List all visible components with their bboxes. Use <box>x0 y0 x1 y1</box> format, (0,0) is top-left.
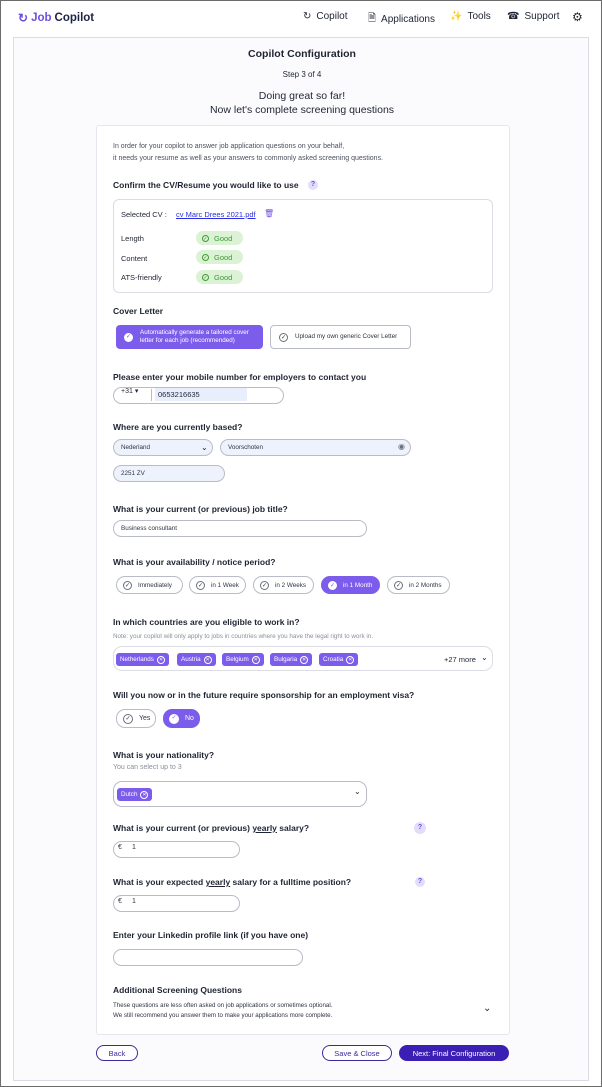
current-salary-help-icon[interactable]: ? <box>414 822 426 834</box>
settings-gear-icon[interactable]: ⚙ <box>572 10 583 24</box>
document-icon: 🗎 <box>368 13 377 24</box>
job-title-value: Business consultant <box>121 525 178 532</box>
step-indicator: Step 3 of 4 <box>282 70 322 79</box>
availability-question: What is your availability / notice period? <box>113 557 276 567</box>
availability-1-month-label: in 1 Month <box>343 581 373 589</box>
nationality-tag <box>117 788 152 801</box>
check-circle-icon: ✓ <box>203 274 208 281</box>
check-circle-icon: ✓ <box>203 235 208 242</box>
message-line-1: Doing great so far! <box>258 90 346 102</box>
logo-text-prefix: Job <box>31 12 52 24</box>
country-tag-label: Croatia <box>323 656 344 663</box>
intro-line-2: it needs your resume as well as your answers to commonly asked screening questions. <box>113 155 384 162</box>
postcode-value: 2251 ZV <box>121 470 145 477</box>
country-select[interactable] <box>113 439 213 456</box>
sponsorship-yes[interactable] <box>116 709 156 728</box>
expected-salary-q-pre: What is your expected <box>113 877 206 887</box>
expand-chevron-icon[interactable]: ⌄ <box>483 1003 492 1014</box>
current-salary-q-post: salary? <box>276 823 310 833</box>
city-input[interactable] <box>220 439 411 456</box>
cv-content-label: Content <box>121 254 148 263</box>
cv-content-status: Good <box>214 252 233 262</box>
country-tag-label: Belgium <box>226 656 249 663</box>
additional-questions-heading: Additional Screening Questions <box>113 985 242 995</box>
encouragement-message <box>1 89 602 117</box>
countries-question: In which countries are you eligible to work in? <box>113 617 300 627</box>
expected-salary-q-em: yearly <box>205 877 231 887</box>
nav-copilot[interactable] <box>303 11 348 22</box>
message-line-2: Now let's complete screening questions <box>209 104 395 116</box>
chevron-down-icon[interactable]: ⌄ <box>354 787 361 796</box>
nav-applications-label: Applications <box>381 14 435 25</box>
availability-2-months-label: in 2 Months <box>409 581 442 589</box>
postcode-input[interactable] <box>113 465 225 482</box>
check-circle-icon: ✓ <box>203 254 208 261</box>
current-salary-value: 1 <box>132 844 136 851</box>
nav-support[interactable] <box>507 11 560 22</box>
check-circle-icon: ✓ <box>329 582 336 589</box>
magic-wand-icon: ✨ <box>450 11 463 22</box>
remove-tag-icon[interactable]: ✕ <box>142 791 147 798</box>
cv-length-status: Good <box>214 233 233 243</box>
country-value: Nederland <box>121 444 151 451</box>
job-title-question: What is your current (or previous) job title? <box>113 504 288 514</box>
linkedin-question: Enter your Linkedin profile link (if you have one) <box>113 930 309 940</box>
country-tag <box>177 653 216 666</box>
availability-immediately[interactable] <box>116 576 183 594</box>
nav-support-label: Support <box>524 11 560 22</box>
cover-letter-auto-line-1: Automatically generate a tailored cover <box>140 329 249 336</box>
cover-letter-upload-text: Upload my own generic Cover Letter <box>295 333 398 340</box>
country-tag <box>116 653 169 666</box>
availability-2-weeks-label: in 2 Weeks <box>275 581 307 589</box>
availability-1-week[interactable] <box>189 576 246 594</box>
additional-line-2: We still recommend you answer them to make your applications more complete. <box>113 1012 333 1019</box>
availability-1-month[interactable] <box>321 576 380 594</box>
intro-text <box>113 141 503 165</box>
save-close-button[interactable]: Save & Close <box>322 1045 392 1061</box>
check-circle-icon: ✓ <box>395 582 402 589</box>
cv-content-status-badge <box>196 250 243 264</box>
expected-salary-q-post: salary for a fulltime position? <box>230 877 352 887</box>
check-circle-icon: ✓ <box>123 714 133 724</box>
cv-help-icon[interactable]: ? <box>308 180 318 190</box>
nav-applications[interactable] <box>368 11 435 28</box>
remove-tag-icon[interactable]: ✕ <box>302 656 307 663</box>
check-circle-icon: ✓ <box>280 334 287 341</box>
expected-salary-help-icon[interactable]: ? <box>415 877 425 887</box>
additional-questions-description <box>113 1001 443 1021</box>
sponsorship-yes-label: Yes <box>139 715 151 722</box>
job-title-input[interactable] <box>113 520 367 537</box>
linkedin-input[interactable] <box>113 949 303 966</box>
page-title: Copilot Configuration <box>248 48 356 60</box>
nav-tools[interactable] <box>450 11 491 22</box>
delete-cv-trash-icon[interactable]: 🗑 <box>264 209 275 218</box>
cv-ats-status-badge <box>196 270 243 284</box>
logo-text-suffix: Copilot <box>54 12 95 24</box>
check-circle-icon: ✓ <box>124 582 131 589</box>
country-tag-label: Netherlands <box>120 656 154 663</box>
next-final-configuration-button[interactable]: Next: Final Configuration <box>399 1045 509 1061</box>
check-circle-icon: ✓ <box>169 714 179 724</box>
availability-2-months[interactable] <box>387 576 450 594</box>
cv-length-label: Length <box>121 234 144 243</box>
cv-question: Confirm the CV/Resume you would like to use <box>113 180 299 190</box>
chevron-down-icon[interactable]: ⌄ <box>481 653 488 662</box>
expected-salary-value: 1 <box>132 898 136 905</box>
country-tag-label: Austria <box>181 656 201 663</box>
current-salary-q-pre: What is your current (or previous) <box>113 823 253 833</box>
cover-letter-upload-option[interactable] <box>270 325 411 349</box>
chevron-down-icon: ▾ <box>134 388 139 395</box>
more-countries-count[interactable]: +27 more <box>444 655 476 664</box>
remove-tag-icon[interactable]: ✕ <box>348 656 353 663</box>
cv-ats-status: Good <box>214 272 233 282</box>
check-circle-icon: ✓ <box>125 333 132 340</box>
countries-note: Note: your copilot will only apply to jobs in countries where you have the legal right to work in. <box>113 633 374 640</box>
sponsorship-no-label: No <box>185 715 194 722</box>
check-circle-icon: ✓ <box>261 582 268 589</box>
cover-letter-question: Cover Letter <box>113 306 164 316</box>
country-code-select[interactable] <box>121 387 138 395</box>
current-salary-q-em: yearly <box>252 823 277 833</box>
phone-number-input[interactable]: 0653216635 <box>155 388 247 401</box>
availability-2-weeks[interactable] <box>253 576 314 594</box>
phone-divider <box>151 389 152 401</box>
cover-letter-auto-line-2: letter for each job (recommended) <box>140 337 235 344</box>
nationality-sub: You can select up to 3 <box>113 764 182 771</box>
availability-immediately-label: Immediately <box>138 581 172 589</box>
current-salary-currency: € <box>118 844 122 851</box>
cv-length-status-badge <box>196 231 243 245</box>
nav-tools-label: Tools <box>467 11 491 22</box>
selected-cv-label: Selected CV : <box>121 210 167 219</box>
top-nav-bar <box>1 1 601 37</box>
location-pin-icon: ◉ <box>398 442 405 451</box>
back-button[interactable]: Back <box>96 1045 138 1061</box>
copilot-icon: ↻ <box>303 11 312 22</box>
cover-letter-auto-option[interactable] <box>116 325 263 349</box>
chevron-down-icon: ⌄ <box>201 443 208 452</box>
headset-icon: ☎ <box>507 11 520 22</box>
country-tag-label: Bulgaria <box>274 656 298 663</box>
cv-file-link[interactable]: cv Marc Drees 2021.pdf <box>176 210 256 219</box>
cover-letter-auto-text <box>140 329 249 345</box>
intro-line-1: In order for your copilot to answer job application questions on your behalf, <box>113 143 345 150</box>
country-code-value: +31 <box>121 388 133 395</box>
city-value: Voorschoten <box>228 444 264 451</box>
country-tag <box>270 653 312 666</box>
nationality-tag-label: Dutch <box>121 791 138 798</box>
location-question: Where are you currently based? <box>113 422 243 432</box>
sponsorship-question: Will you now or in the future require sponsorship for an employment visa? <box>113 690 415 700</box>
country-tag <box>222 653 264 666</box>
additional-line-1: These questions are less often asked on job applications or sometimes optional. <box>113 1002 333 1009</box>
cv-box <box>113 199 493 293</box>
nationality-question: What is your nationality? <box>113 750 215 760</box>
expected-salary-question <box>113 877 351 887</box>
remove-tag-icon[interactable]: ✕ <box>205 656 210 663</box>
copilot-logo-icon: ↻ <box>18 11 29 25</box>
country-tag <box>319 653 358 666</box>
nav-copilot-label: Copilot <box>316 11 348 22</box>
remove-tag-icon[interactable]: ✕ <box>253 656 258 663</box>
expected-salary-currency: € <box>118 898 122 905</box>
remove-tag-icon[interactable]: ✕ <box>158 656 164 663</box>
jobcopilot-logo[interactable] <box>18 11 94 25</box>
availability-1-week-label: in 1 Week <box>211 581 239 589</box>
phone-question: Please enter your mobile number for employers to contact you <box>113 372 367 382</box>
sponsorship-no[interactable] <box>163 709 200 728</box>
current-salary-question <box>113 823 309 833</box>
cv-ats-label: ATS-friendly <box>121 273 162 282</box>
check-circle-icon: ✓ <box>197 582 204 589</box>
